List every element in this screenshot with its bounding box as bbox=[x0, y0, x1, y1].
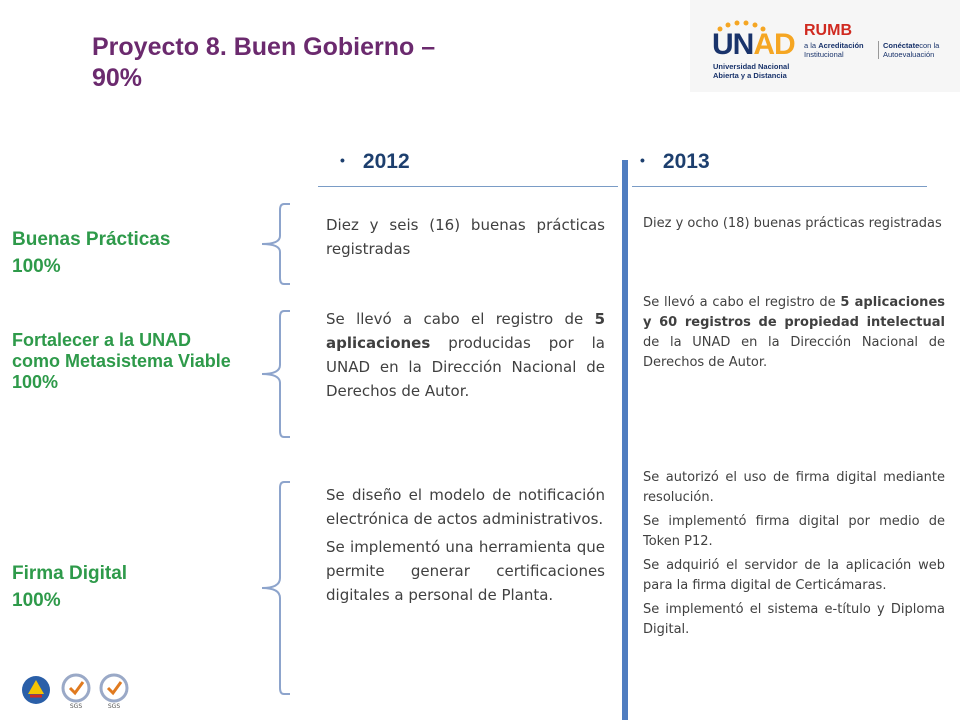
list-item: Se implementó una herramienta que permite generar certificaciones digitales a personal de Planta. bbox=[326, 538, 605, 604]
footer-logos bbox=[18, 670, 138, 710]
year-divider bbox=[622, 160, 628, 720]
divider-2012 bbox=[318, 186, 618, 187]
year-2013-label: 2013 bbox=[662, 150, 710, 173]
header-logos bbox=[690, 0, 960, 92]
rumbo-right1: con la bbox=[919, 41, 940, 50]
rumbo-line1: a la bbox=[804, 41, 817, 50]
category-name: Firma Digital bbox=[12, 563, 128, 584]
category-firma-digital bbox=[12, 562, 127, 612]
rumbo-line1-bold: Acreditación bbox=[818, 41, 864, 50]
brace-icon bbox=[258, 200, 298, 290]
cell-2013-firma bbox=[643, 468, 945, 640]
brace-icon bbox=[258, 307, 298, 441]
year-2012-label: 2012 bbox=[362, 150, 410, 173]
unad-word-n: N bbox=[732, 28, 754, 61]
rumbo-right2: Autoevaluación bbox=[883, 50, 935, 59]
list-item: Se autorizó el uso de firma digital mediante resolución. bbox=[643, 470, 945, 505]
category-name: Fortalecer a la UNAD como Metasistema Viable bbox=[12, 330, 231, 371]
sgs-label-2: SGS bbox=[107, 703, 121, 710]
unad-word-ad: AD bbox=[753, 28, 795, 61]
sgs-label-1: SGS bbox=[69, 703, 83, 710]
category-pct: 100% bbox=[12, 590, 61, 611]
rumbo-right1-bold: Conéctate bbox=[883, 41, 920, 50]
cell-2012-buenas-practicas: Diez y seis (16) buenas prácticas registradas bbox=[326, 216, 605, 258]
year-2012: • 2012 bbox=[340, 150, 410, 173]
category-metasistema bbox=[12, 330, 242, 393]
unad-line2: Abierta y a Distancia bbox=[713, 71, 787, 80]
cell-2013-buenas-practicas: Diez y ocho (18) buenas prácticas registradas bbox=[643, 216, 942, 231]
unad-line1: Universidad Nacional bbox=[713, 62, 790, 71]
brace-icon bbox=[258, 478, 298, 700]
divider-2013 bbox=[632, 186, 927, 187]
category-name: Buenas Prácticas bbox=[12, 229, 171, 250]
rumbo-logo bbox=[804, 22, 954, 62]
cell-2012-firma bbox=[326, 483, 605, 607]
page-title: Proyecto 8. Buen Gobierno – 90% bbox=[92, 33, 436, 92]
list-item: Se adquirió el servidor de la aplicación web para la firma digital de Certicámaras. bbox=[643, 558, 945, 593]
year-2013: • 2013 bbox=[640, 150, 710, 173]
list-item: Se implementó el sistema e-título y Diploma Digital. bbox=[643, 602, 945, 637]
certification-logos-icon bbox=[18, 670, 138, 710]
category-pct: 100% bbox=[12, 372, 59, 392]
unad-logo bbox=[700, 10, 795, 82]
unad-word-u: U bbox=[712, 28, 733, 61]
cell-2013-fortalecer: Se llevó a cabo el registro de 5 aplicaciones y 60 registros de propiedad intelectual de la UNAD en la Dirección Nacional de Derechos de Autor. bbox=[643, 295, 945, 370]
list-item: Se implementó firma digital por medio de Token P12. bbox=[643, 514, 945, 549]
rumbo-word: RUMB bbox=[804, 22, 852, 39]
cell-2012-fortalecer: Se llevó a cabo el registro de 5 aplicaciones producidas por la UNAD en la Dirección Nacional de Derechos de Autor. bbox=[326, 310, 605, 400]
category-buenas-practicas bbox=[12, 228, 170, 278]
category-pct: 100% bbox=[12, 256, 61, 277]
list-item: Se diseño el modelo de notificación electrónica de actos administrativos. bbox=[326, 486, 605, 528]
rumbo-line2: Institucional bbox=[804, 50, 844, 59]
